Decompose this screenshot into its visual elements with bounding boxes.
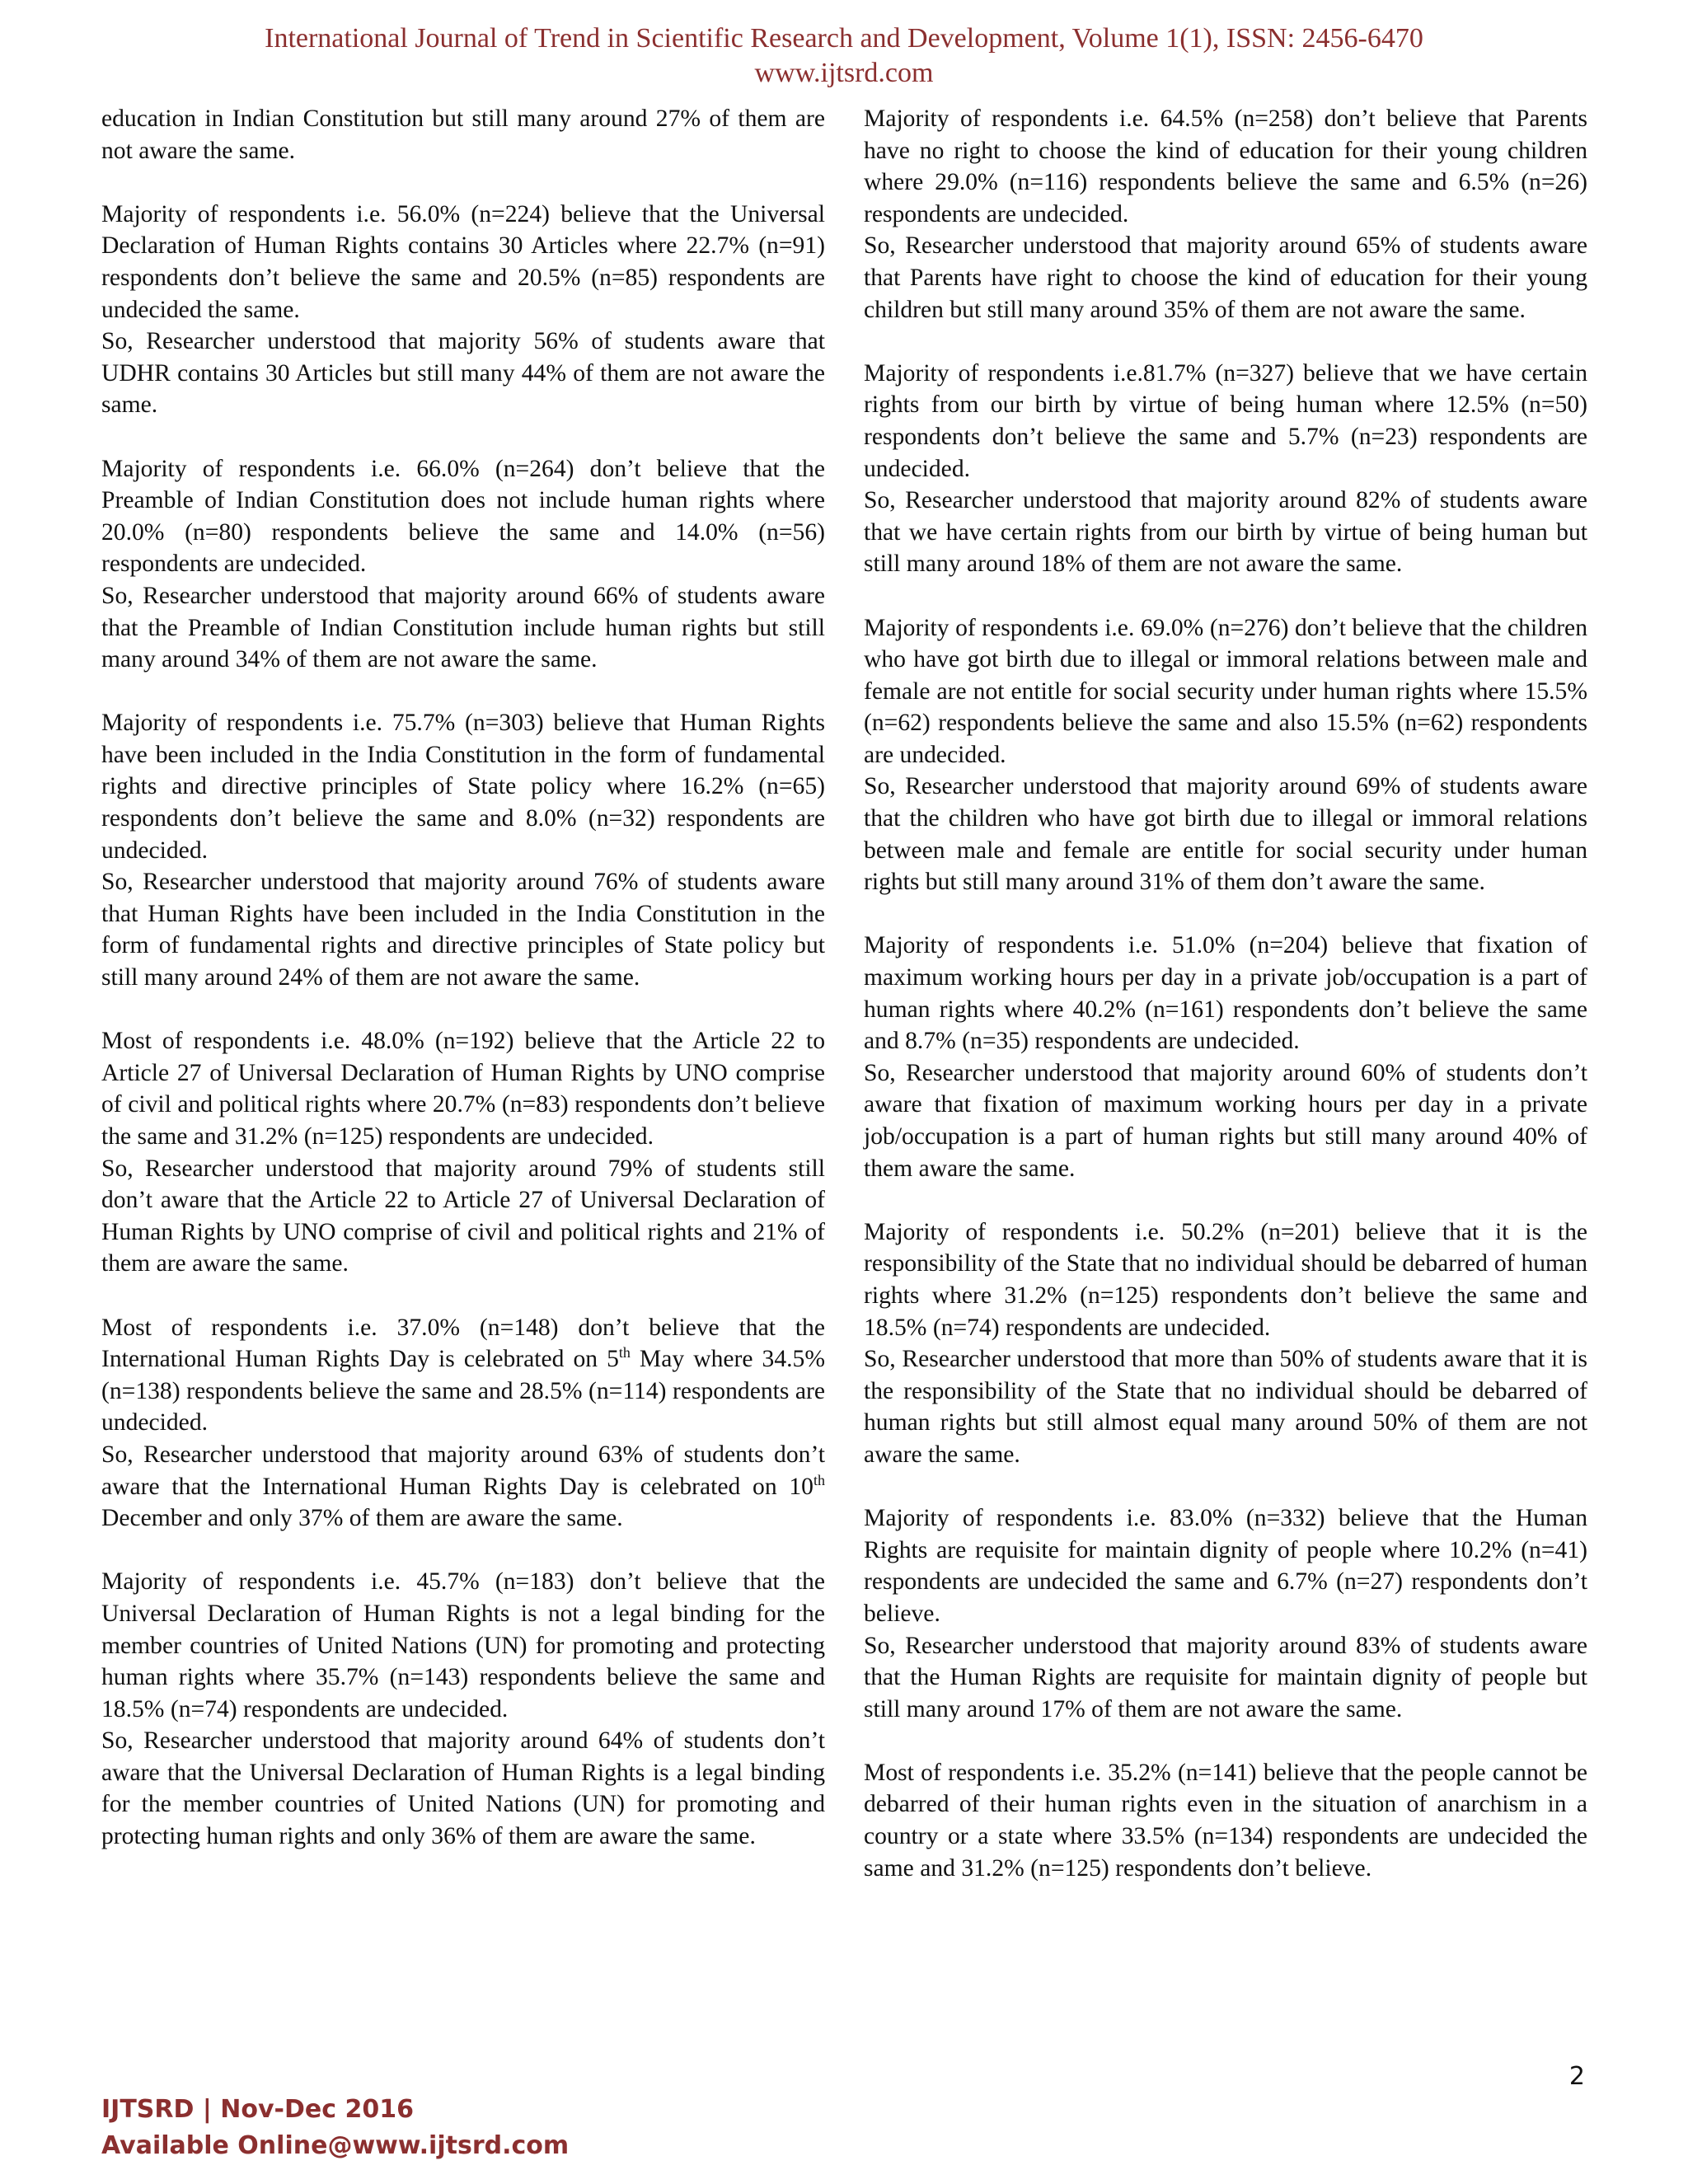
paragraph: So, Researcher understood that majority around 64% of students don’t aware that the Universal Declaration of Human Rights is a legal binding for the member countries of United Nations (UN) for promoting and protecting human rights and only 36% of them are aware the same. <box>101 1727 825 1850</box>
paragraph: Majority of respondents i.e.81.7% (n=327) believe that we have certain rights from our birth by virtue of being human where 12.5% (n=50) respondents don’t believe the same and 5.7% (n=23) respondents are undecided. <box>864 359 1587 482</box>
paragraph: Majority of respondents i.e. 56.0% (n=224) believe that the Universal Declaration of Human Rights contains 30 Articles where 22.7% (n=91) respondents don’t believe the same and 20.5% (n=85) respondents are undecided the same. <box>101 200 825 323</box>
paragraph: So, Researcher understood that majority around 76% of students aware that Human Rights have been included in the India Constitution in the form of fundamental rights and directive principles of State policy but still many around 24% of them are not aware the same. <box>101 869 825 991</box>
paragraph: Majority of respondents i.e. 66.0% (n=264) don’t believe that the Preamble of Indian Constitution does not include human rights where 20.0% (n=80) respondents believe the same and 14.0% (n=56) respondents are undecided. <box>101 455 825 578</box>
paragraph: So, Researcher understood that more than 50% of students aware that it is the responsibility of the State that no individual should be debarred of human rights but still almost equal many around 50% of them are not aware the same. <box>864 1346 1587 1468</box>
paragraph: Majority of respondents i.e. 75.7% (n=303) believe that Human Rights have been included in the India Constitution in the form of fundamental rights and directive principles of State policy where 16.2% (n=65) respondents don’t believe the same and 8.0% (n=32) respondents are undecided. <box>101 710 825 864</box>
paragraph-text: So, Researcher understood that majority around 63% of students don’t aware that the International Human Rights Day is celebrated on 10 <box>101 1441 825 1500</box>
ordinal-superscript: th <box>618 1344 631 1361</box>
paragraph: Majority of respondents i.e. 50.2% (n=201) believe that it is the responsibility of the State that no individual should be debarred of human rights where 31.2% (n=125) respondents don’t believe the same and 18.5% (n=74) respondents are undecided. <box>864 1218 1587 1341</box>
paragraph: Majority of respondents i.e. 69.0% (n=276) don’t believe that the children who have got birth due to illegal or immoral relations between male and female are not entitle for social security under human rights where 15.5% (n=62) respondents believe the same and also 15.5% (n=62) respondents are undecided. <box>864 614 1587 768</box>
footer-availability: Available Online@www.ijtsrd.com <box>101 2131 570 2160</box>
paragraph: So, Researcher understood that majority around 79% of students still don’t aware that the Article 22 to Article 27 of Universal Declaration of Human Rights by UNO comprise of civil and political rights and 21% of them are aware the same. <box>101 1155 825 1277</box>
page-number: 2 <box>1568 2062 1585 2091</box>
paragraph: Majority of respondents i.e. 45.7% (n=183) don’t believe that the Universal Declaration of Human Rights is not a legal binding for the member countries of United Nations (UN) for promoting and protecting human rights where 35.7% (n=143) respondents believe the same and 18.5% (n=74) respondents are undecided. <box>101 1568 825 1722</box>
journal-title: International Journal of Trend in Scientific Research and Development, Volume 1(1), ISSN: 2456-6470 <box>265 23 1423 54</box>
paragraph: So, Researcher understood that majority around 83% of students aware that the Human Rights are requisite for maintain dignity of people but still many around 17% of them are not aware the same. <box>864 1632 1587 1722</box>
paragraph-text: Most of respondents i.e. 37.0% (n=148) don’t believe that the International Human Rights Day is celebrated on 5 <box>101 1314 825 1373</box>
paragraph: Majority of respondents i.e. 51.0% (n=204) believe that fixation of maximum working hours per day in a private job/occupation is a part of human rights where 40.2% (n=161) respondents don’t believe the same and 8.7% (n=35) respondents are undecided. <box>864 932 1587 1055</box>
paragraph: So, Researcher understood that majority around 66% of students aware that the Preamble of Indian Constitution include human rights but still many around 34% of them are not aware the same. <box>101 582 825 673</box>
paragraph: So, Researcher understood that majority 56% of students aware that UDHR contains 30 Articles but still many 44% of them are not aware the same. <box>101 328 825 419</box>
paragraph-text: May where 34.5% (n=138) respondents believe the same and 28.5% (n=114) respondents are undecided. <box>101 1346 825 1436</box>
running-header <box>0 21 1688 91</box>
paragraph: So, Researcher understood that majority around 69% of students aware that the children who have got birth due to illegal or immoral relations between male and female are entitle for social security under human rights but still many around 31% of them don’t aware the same. <box>864 773 1587 896</box>
paragraph: So, Researcher understood that majority around 65% of students aware that Parents have right to choose the kind of education for their young children but still many around 35% of them are not aware the same. <box>864 232 1587 323</box>
paragraph: Majority of respondents i.e. 83.0% (n=332) believe that the Human Rights are requisite for maintain dignity of people where 10.2% (n=41) respondents are undecided the same and 6.7% (n=27) respondents don’t believe. <box>864 1505 1587 1627</box>
footer-issue: IJTSRD | Nov-Dec 2016 <box>101 2095 414 2124</box>
page-footer <box>101 2092 569 2164</box>
paragraph-with-superscript <box>101 1439 825 1535</box>
journal-website: www.ijtsrd.com <box>754 58 934 88</box>
left-column <box>101 103 825 1853</box>
right-column <box>864 103 1587 1884</box>
paragraph: Majority of respondents i.e. 64.5% (n=258) don’t believe that Parents have no right to choose the kind of education for their young children where 29.0% (n=116) respondents believe the same and 6.5% (n=26) respondents are undecided. <box>864 105 1587 227</box>
paragraph: So, Researcher understood that majority around 82% of students aware that we have certain rights from our birth by virtue of being human but still many around 18% of them are not aware the same. <box>864 487 1587 578</box>
paragraph-with-superscript <box>101 1312 825 1439</box>
ordinal-superscript: th <box>813 1471 825 1488</box>
paragraph: education in Indian Constitution but still many around 27% of them are not aware the same. <box>101 105 825 164</box>
paragraph: Most of respondents i.e. 48.0% (n=192) believe that the Article 22 to Article 27 of Universal Declaration of Human Rights by UNO comprise of civil and political rights where 20.7% (n=83) respondents don’t believe the same and 31.2% (n=125) respondents are undecided. <box>101 1028 825 1150</box>
paragraph: Most of respondents i.e. 35.2% (n=141) believe that the people cannot be debarred of their human rights even in the situation of anarchism in a country or a state where 33.5% (n=134) respondents are undecided the same and 31.2% (n=125) respondents don’t believe. <box>864 1759 1587 1882</box>
paragraph-text: December and only 37% of them are aware the same. <box>101 1505 623 1532</box>
paragraph: So, Researcher understood that majority around 60% of students don’t aware that fixation of maximum working hours per day in a private job/occupation is a part of human rights but still many around 40% of them aware the same. <box>864 1059 1587 1182</box>
